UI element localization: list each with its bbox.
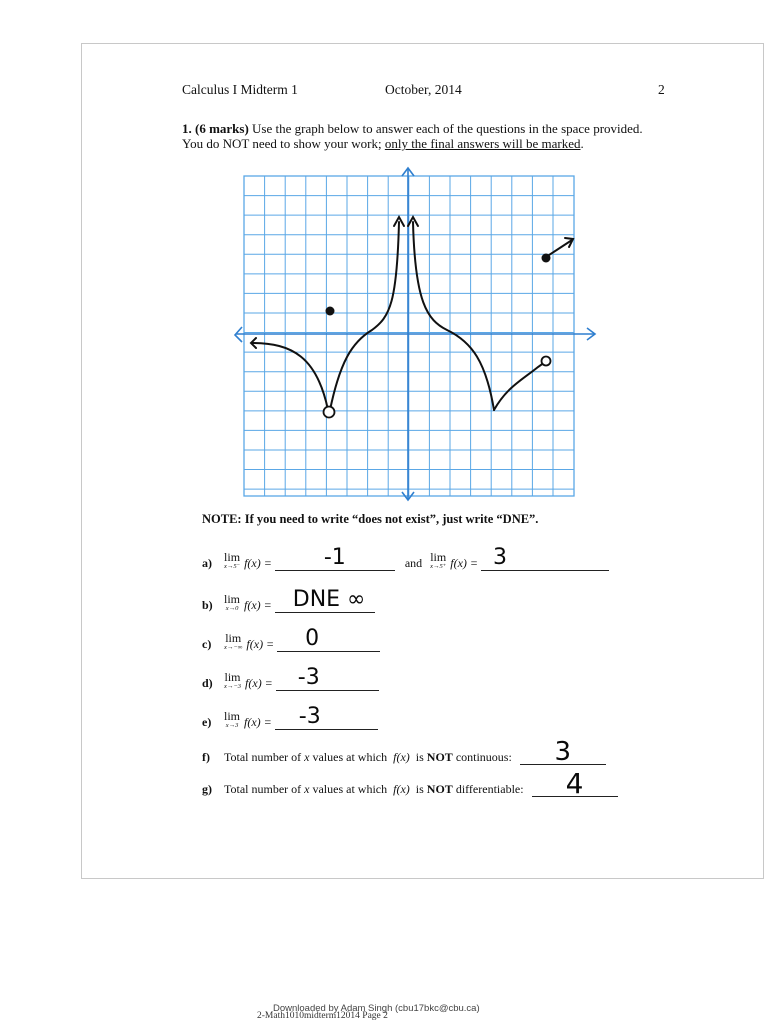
open-point-right [542, 357, 551, 366]
part-a [202, 545, 609, 571]
lim-subscript: x→5⁻ [224, 563, 241, 570]
question-emphasis: only the final answers will be marked [384, 136, 581, 151]
lim-word: lim [225, 631, 242, 645]
lim-subscript: x→5⁺ [430, 563, 447, 570]
function-symbol: f(x) [393, 750, 410, 764]
not-emphasis: NOT [426, 750, 453, 764]
open-point-left [324, 407, 335, 418]
lim-word: lim [224, 709, 241, 723]
curve-right-branch [494, 362, 545, 410]
part-g-text [224, 782, 524, 797]
part-c-label: c) [202, 637, 212, 651]
part-g [202, 767, 618, 800]
text-fragment: Total number of [224, 750, 302, 764]
handwritten-answer-d: -3 [297, 665, 320, 690]
question-marks: (6 marks) [195, 121, 249, 136]
handwritten-answer-g: 4 [565, 767, 584, 800]
text-fragment: values at which [312, 782, 388, 796]
exam-page [81, 43, 764, 879]
part-b-label: b) [202, 598, 213, 612]
part-e [202, 704, 378, 730]
download-credit: Downloaded by Adam Singh (cbu17bkc@cbu.ca) [273, 1003, 480, 1014]
closed-point-left [326, 307, 335, 316]
part-e-label: e) [202, 715, 212, 729]
function-symbol: f(x) [393, 782, 410, 796]
question-note: You do NOT need to show your work; [182, 136, 382, 151]
question-period: . [580, 136, 584, 151]
answer-blank-e[interactable] [275, 704, 378, 730]
handwritten-answer-c: 0 [305, 626, 320, 651]
handwritten-answer-e: -3 [298, 704, 321, 729]
part-b [202, 587, 375, 613]
curve-middle-right-branch [413, 222, 494, 410]
part-f [202, 737, 606, 767]
not-emphasis: NOT [426, 782, 453, 796]
part-a-limit [224, 551, 240, 570]
lim-word: lim [224, 592, 241, 606]
curve-left-branch [252, 343, 328, 410]
part-a-label: a) [202, 556, 212, 570]
function-graph [232, 162, 607, 507]
part-d-label: d) [202, 676, 213, 690]
part-d [202, 665, 379, 691]
function-expression: f(x) = [244, 715, 272, 729]
part-f-label: f) [202, 750, 210, 764]
part-f-text [224, 750, 512, 765]
closed-point-right [542, 254, 551, 263]
answer-blank-g[interactable] [532, 767, 618, 800]
answer-blank-c[interactable] [277, 626, 380, 652]
lim-word: lim [224, 550, 241, 564]
curve [251, 217, 573, 410]
part-b-limit [224, 593, 240, 612]
part-d-limit [224, 671, 241, 690]
handwritten-answer-f: 3 [554, 737, 572, 767]
exam-date: October, 2014 [385, 82, 462, 97]
lim-word: lim [430, 550, 447, 564]
variable-x: x [304, 750, 310, 764]
course-title: Calculus I Midterm 1 [182, 82, 298, 97]
function-expression: f(x) = [245, 676, 273, 690]
answer-blank-f[interactable] [520, 737, 606, 767]
function-expression: f(x) = [246, 637, 275, 651]
answer-blank-b[interactable] [275, 587, 375, 613]
x-axis [235, 327, 595, 342]
text-fragment: values at which [312, 750, 388, 764]
lim-subscript: x→−3 [224, 683, 242, 690]
dne-note: NOTE: If you need to write “does not exist”, just write “DNE”. [202, 512, 539, 526]
part-c-limit [224, 632, 242, 651]
part-c [202, 626, 380, 652]
answer-blank-a1[interactable] [275, 545, 395, 571]
part-g-label: g) [202, 782, 212, 796]
function-expression: f(x) = [450, 556, 478, 570]
handwritten-answer-b: DNE ∞ [292, 587, 366, 612]
variable-x: x [304, 782, 310, 796]
question-instruction: Use the graph below to answer each of the questions in the space provided. [252, 121, 643, 136]
page-number: 2 [658, 82, 665, 97]
lim-subscript: x→−∞ [224, 644, 243, 651]
answer-blank-a2[interactable] [481, 545, 609, 571]
function-expression: f(x) = [244, 598, 272, 612]
file-page-label: 2-Math1010midterm12014 Page 2 [257, 1011, 388, 1021]
answer-blank-d[interactable] [276, 665, 379, 691]
handwritten-answer-a2: 3 [492, 545, 507, 570]
text-fragment: continuous: [455, 750, 512, 764]
text-fragment: Total number of [224, 782, 302, 796]
question-line-1 [182, 121, 643, 137]
handwritten-answer-a1: -1 [323, 545, 346, 570]
text-fragment: differentiable: [455, 782, 524, 796]
question-number: 1. [182, 121, 192, 136]
and-word: and [404, 556, 423, 570]
part-a-limit-2 [430, 551, 446, 570]
lim-word: lim [224, 670, 241, 684]
part-e-limit [224, 710, 240, 729]
lim-subscript: x→3 [225, 722, 239, 729]
text-fragment: is [415, 782, 424, 796]
question-line-2 [182, 136, 584, 152]
lim-subscript: x→0 [225, 605, 239, 612]
text-fragment: is [415, 750, 424, 764]
function-expression: f(x) = [244, 556, 272, 570]
